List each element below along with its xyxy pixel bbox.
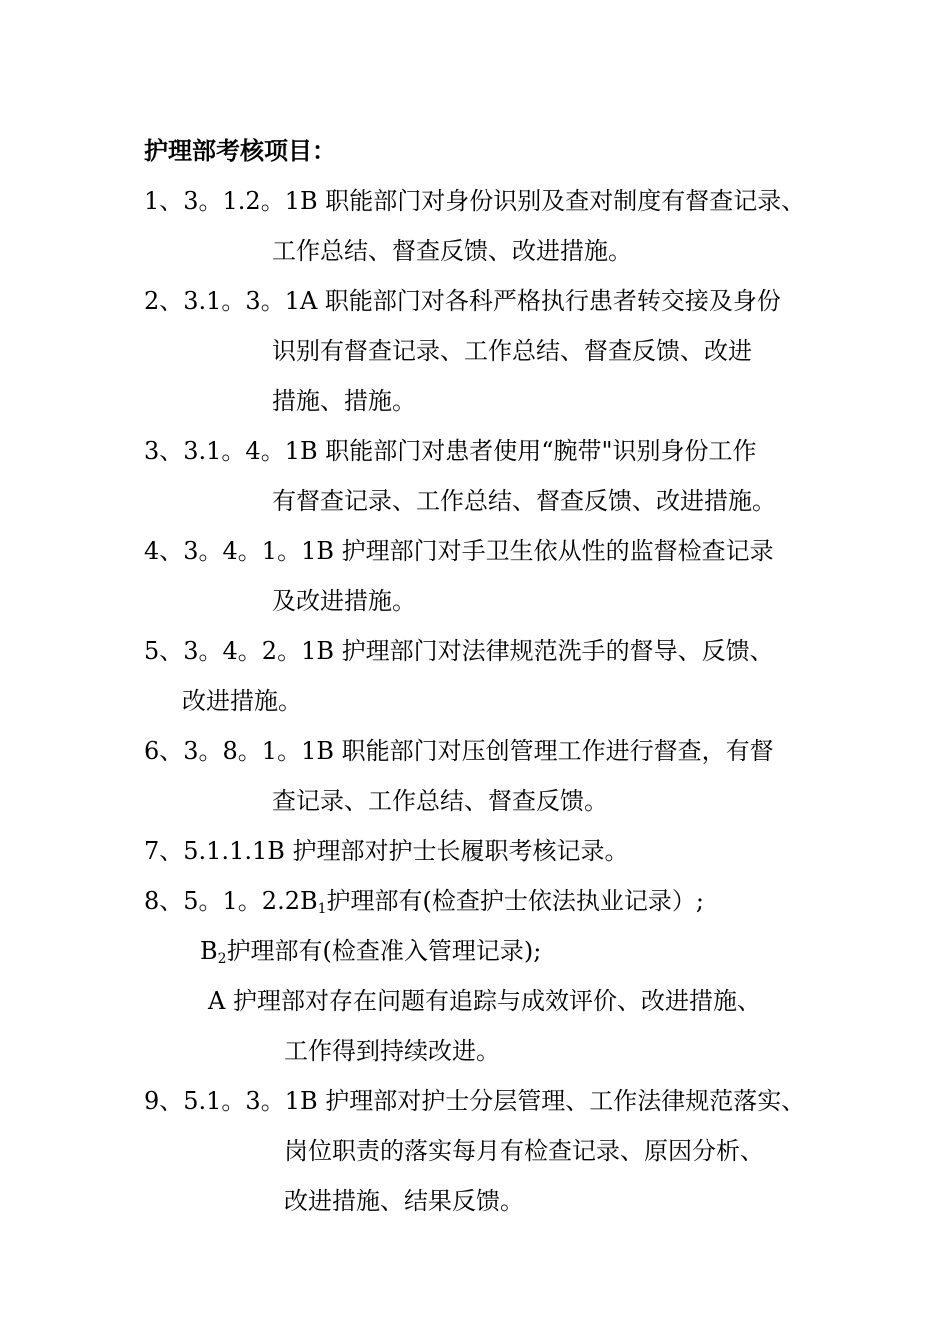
item-9-line-2: 岗位职责的落实每月有检查记录、原因分析、 [284,1137,764,1165]
item-2-line-3: 措施、措施。 [272,387,416,415]
item-2-line-1: 2、3.1。3。1A 职能部门对各科严格执行患者转交接及身份 [144,287,781,315]
item-9-line-3: 改进措施、结果反馈。 [284,1187,524,1215]
item-1-line-1: 1、3。1.2。1B 职能部门对身份识别及查对制度有督查记录、 [144,187,806,215]
item-8-b1-subscript: 1 [317,901,327,917]
item-6-line-2: 查记录、工作总结、督查反馈。 [272,787,608,815]
document-title: 护理部考核项目： [144,136,336,165]
item-9-line-1: 9、5.1。3。1B 护理部对护士分层管理、工作法律规范落实、 [144,1087,806,1115]
item-7-line-1: 7、5.1.1.1B 护理部对护士长履职考核记录。 [144,837,629,865]
item-8-b2-text: 护理部有(检查准入管理记录); [226,937,542,965]
item-3-line-2: 有督查记录、工作总结、督查反馈、改进措施。 [272,487,776,515]
item-8-b2-line [200,936,541,966]
item-6-line-1: 6、3。8。1。1B 职能部门对压创管理工作进行督查，有督 [144,737,774,765]
item-8-b1-prefix: 8、5。1。2.2B [144,887,318,915]
item-2-line-2: 识别有督查记录、工作总结、督查反馈、改进 [272,337,752,365]
item-5-line-2: 改进措施。 [182,687,302,715]
item-8-a-line: A 护理部对存在问题有追踪与成效评价、改进措施、 [208,987,761,1015]
item-4-line-2: 及改进措施。 [272,587,416,615]
item-8-a-continuation: 工作得到持续改进。 [284,1037,500,1065]
item-1-line-2: 工作总结、督查反馈、改进措施。 [272,237,632,265]
item-3-line-1: 3、3.1。4。1B 职能部门对患者使用“腕带"识别身份工作 [144,437,757,465]
item-4-line-1: 4、3。4。1。1B 护理部门对手卫生依从性的监督检查记录 [144,537,774,565]
item-8-b2-subscript: 2 [217,951,227,967]
item-5-line-1: 5、3。4。2。1B 护理部门对法律规范洗手的督导、反馈、 [144,637,774,665]
item-8-b1-text: 护理部有(检查护士依法执业记录）; [326,887,704,915]
item-8-line-1 [144,886,704,916]
item-8-b2-prefix: B [200,937,218,965]
